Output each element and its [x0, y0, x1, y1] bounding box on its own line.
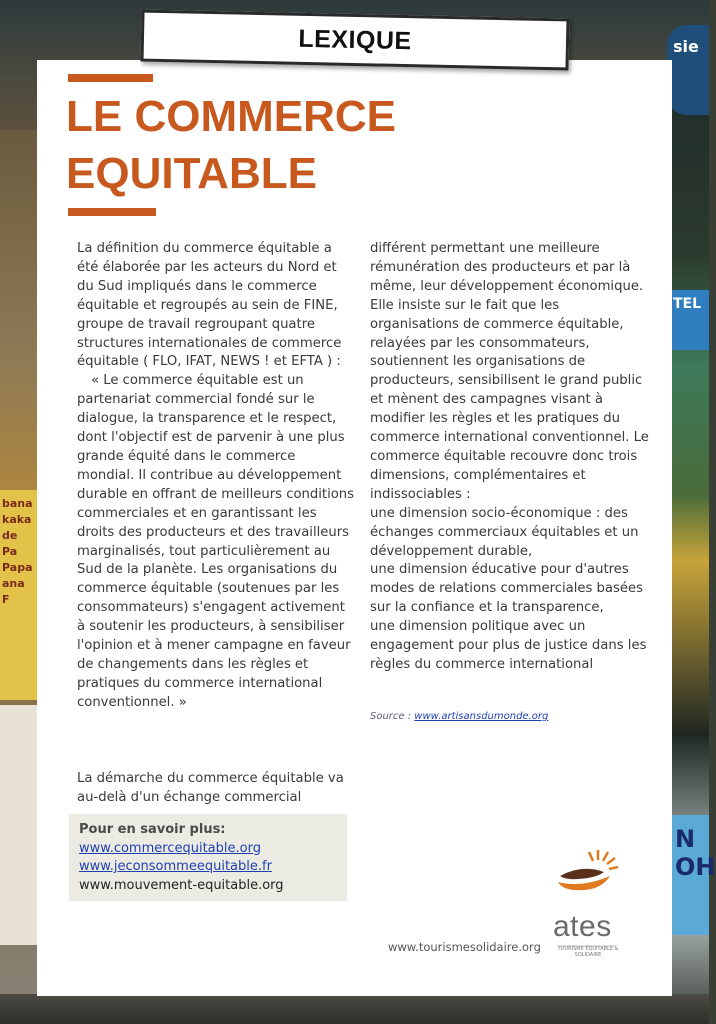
right-column: [370, 240, 650, 675]
logo-subtitle: TOURISME ÉQUITABLE & SOLIDAIRE: [557, 946, 619, 958]
info-box-heading: Pour en savoir plus:: [79, 822, 226, 837]
dimension-politique: une dimension politique avec un engagement pour plus de justice dans les règles du commerce international: [370, 619, 647, 672]
dimension-socio-economique: une dimension socio-économique : des échanges commerciaux équitables et un développement durable,: [370, 505, 639, 559]
info-box: [69, 814, 347, 901]
title-rule-bottom: [68, 208, 156, 216]
bird-wing-icon: [560, 869, 604, 879]
background-sign-right: TEL: [667, 290, 709, 350]
link-mouvement-equitable: www.mouvement-equitable.org: [79, 877, 284, 893]
source-link[interactable]: www.artisansdumonde.org: [414, 711, 549, 722]
definition-paragraph: La définition du commerce équitable a été élaborée par les acteurs du Nord et du Sud impliqués dans le commerce équitable et regroupés au sein de FINE, groupe de travail regroupant quatre structures internationales de commerce équitable ( FLO, IFAT, NEWS ! et EFTA ) :: [77, 241, 342, 370]
definition-quote: « Le commerce équitable est un partenariat commercial fondé sur le dialogue, la transparence et le respect, dont l'objectif est de parvenir à une plus grande équité dans le commerce mondial. Il contribue au développement durable en offrant de meilleurs conditions commerciales et en garantissant les droits des producteurs et des travailleurs marginalisés, tout particulièrement au Sud de la planète. Les organisations du commerce équitable (soutenues par les consommateurs) s'engagent activement à soutenir les producteurs, à sensibiliser l'opinion et à mener campagne en faveur de changements dans les règles et pratiques du commerce international conventionnel. »: [77, 373, 355, 710]
page-title: [66, 88, 396, 202]
footer-website: www.tourismesolidaire.org: [388, 940, 541, 954]
sun-rays-icon: [589, 850, 618, 869]
link-jeconsommeequitable[interactable]: www.jeconsommeequitable.fr: [79, 859, 272, 874]
link-commercequitable[interactable]: www.commercequitable.org: [79, 840, 261, 856]
page-title-line2: EQUITABLE: [66, 149, 317, 198]
source-line: [370, 711, 548, 722]
background-menu-board: bana kaka de Pa Papa ana F: [0, 490, 38, 700]
background-bottom: [0, 994, 709, 1024]
page-title-line1: LE COMMERCE: [66, 92, 396, 141]
background-painting: [0, 705, 40, 945]
left-column: [77, 240, 355, 713]
section-tag: [141, 10, 570, 71]
background-sign-top-right: sie: [667, 25, 709, 115]
logo-wordmark: ates: [553, 910, 612, 943]
background-sign-bottom-right: N OH: [667, 815, 709, 935]
right-paragraph: différent permettant une meilleure rémunération des producteurs et par là même, leur développement économique. Elle insiste sur le fait que les organisations de commerce équitable, relayées par les consommateurs, soutiennent les organisations de producteurs, sensibilisent le grand public et mènent des campagnes visant à modifier les règles et les pratiques du commerce international conventionnel. Le commerce équitable recouvre donc trois dimensions, complémentaires et indissociables :: [370, 241, 649, 502]
section-tag-label: LEXIQUE: [298, 24, 412, 55]
demarche-paragraph: La démarche du commerce équitable va au-delà d'un échange commercial: [77, 771, 344, 805]
title-rule-top: [68, 74, 153, 82]
source-label: Source :: [370, 711, 415, 722]
dimension-educative: une dimension éducative pour d'autres modes de relations commerciales basées sur la confiance et la transparence,: [370, 562, 643, 616]
